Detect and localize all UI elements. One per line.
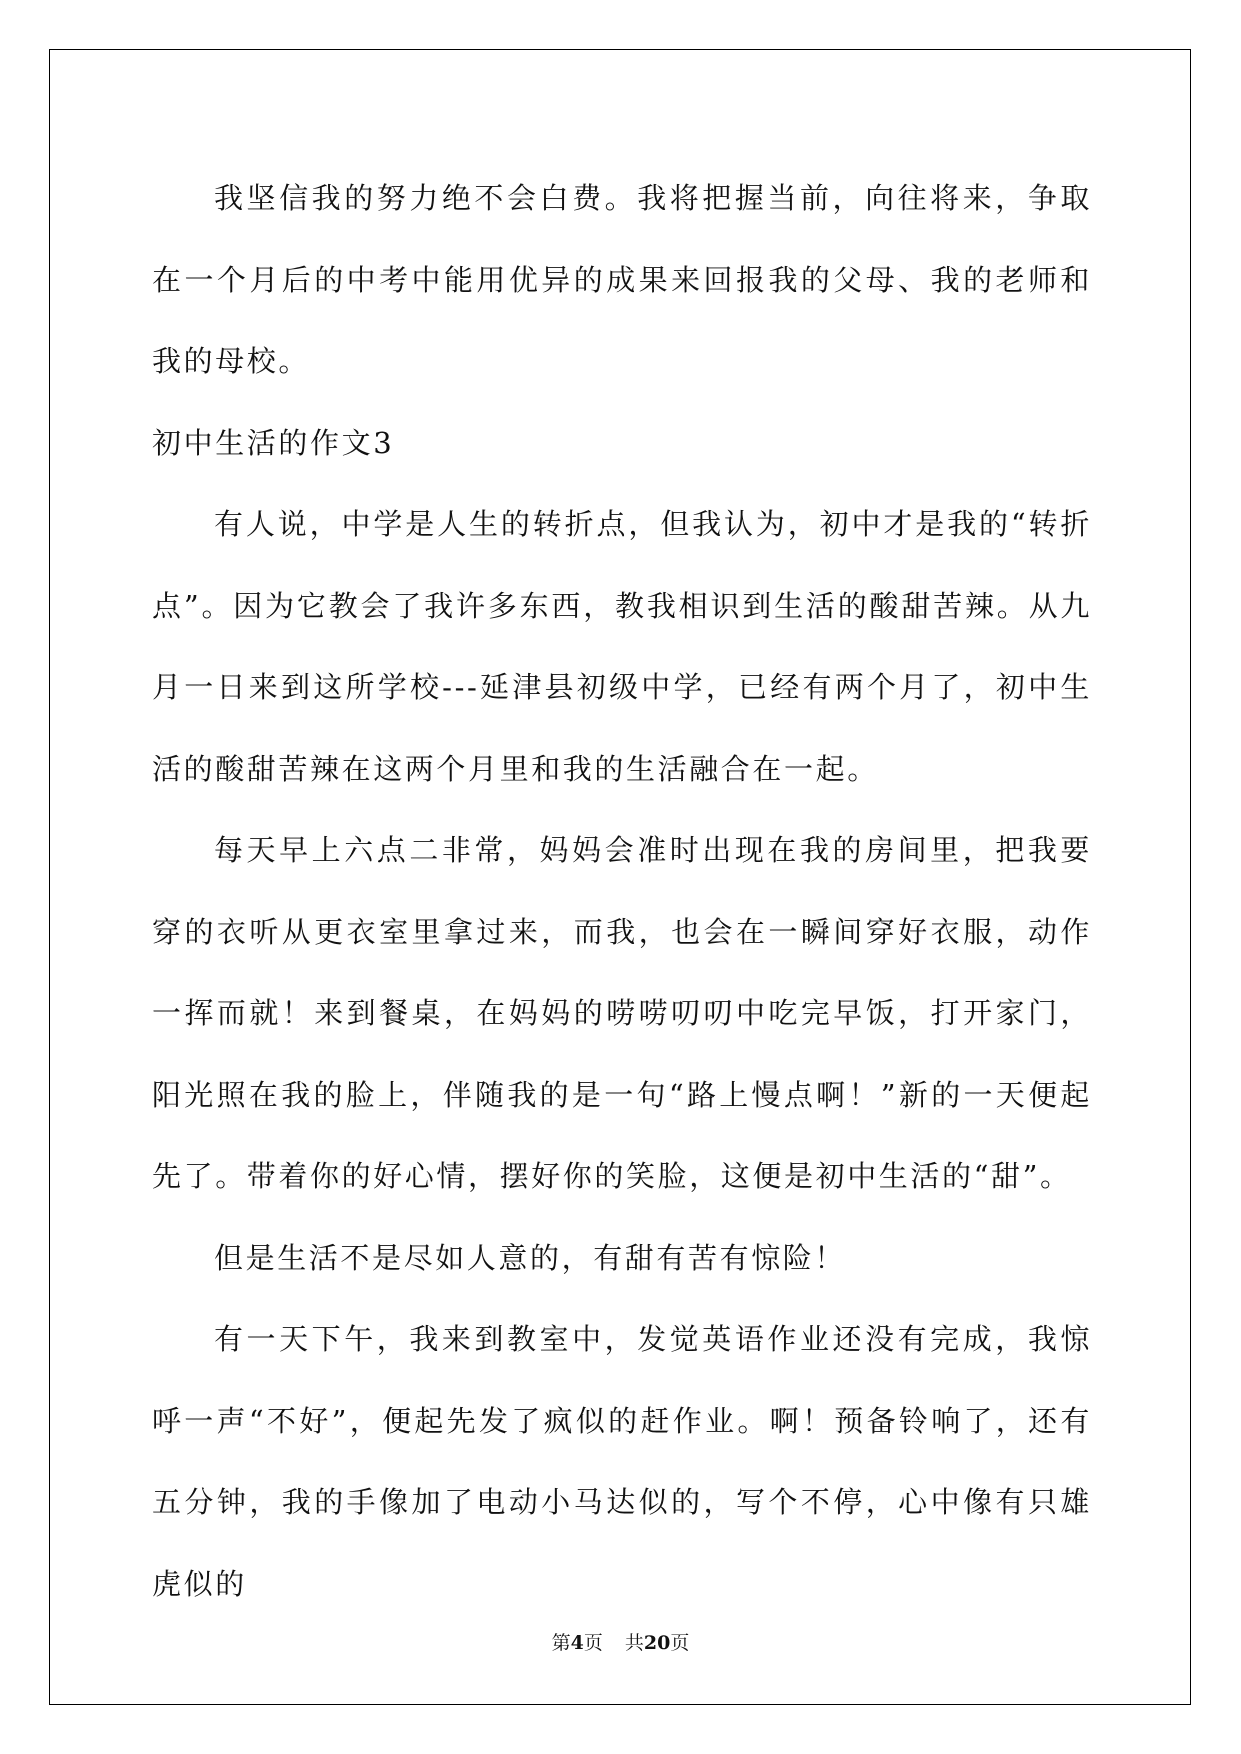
paragraph-1: 我坚信我的努力绝不会白费。我将把握当前，向往将来，争取在一个月后的中考中能用优异的成果来回报我的父母、我的老师和我的母校。 xyxy=(152,181,1092,378)
footer-prefix: 第 xyxy=(551,1632,571,1654)
section-heading: 初中生活的作文3 xyxy=(152,425,395,460)
paragraph-3: 每天早上六点二非常，妈妈会准时出现在我的房间里，把我要穿的衣听从更衣室里拿过来，而我，也会在一瞬间穿好衣服，动作一挥而就！来到餐桌，在妈妈的唠唠叨叨中吃完早饭，打开家门，阳光照在我的脸上，伴随我的是一句“路上慢点啊！”新的一天便起先了。带着你的好心情，摆好你的笑脸，这便是初中生活的“甜”。 xyxy=(152,833,1092,1193)
total-page-count: 20 xyxy=(643,1632,671,1654)
paragraph-4: 但是生活不是尽如人意的，有甜有苦有惊险！ xyxy=(214,1240,847,1275)
footer-page-suffix: 页 xyxy=(583,1632,603,1654)
page-footer xyxy=(0,1628,1241,1655)
paragraph-2: 有人说，中学是人生的转折点，但我认为，初中才是我的“转折点”。因为它教会了我许多东西，教我相识到生活的酸甜苦辣。从九月一日来到这所学校---延津县初级中学，已经有两个月了，初中生活的酸甜苦辣在这两个月里和我的生活融合在一起。 xyxy=(152,507,1092,786)
footer-total-suffix: 页 xyxy=(670,1632,690,1654)
document-body xyxy=(152,158,1092,1625)
paragraph-5: 有一天下午，我来到教室中，发觉英语作业还没有完成，我惊呼一声“不好”，便起先发了疯似的赶作业。啊！预备铃响了，还有五分钟，我的手像加了电动小马达似的，写个不停，心中像有只雄虎似的 xyxy=(152,1322,1092,1601)
current-page-number: 4 xyxy=(570,1632,584,1654)
footer-total-prefix: 共 xyxy=(624,1632,644,1654)
